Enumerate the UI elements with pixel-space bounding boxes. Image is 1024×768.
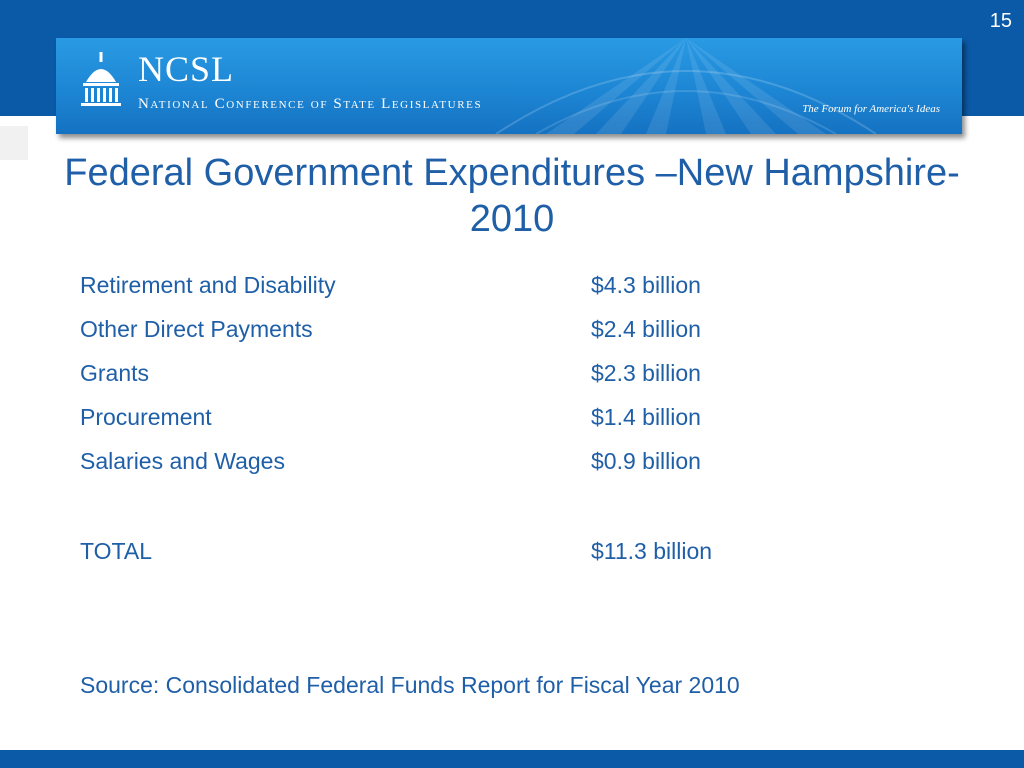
item-value: $2.4 billion [591,316,701,342]
list-item [80,272,960,316]
slide-title: Federal Government Expenditures –New Hampshire-2010 [64,152,960,240]
ncsl-banner [56,38,962,134]
item-value: $4.3 billion [591,272,701,298]
total-label: TOTAL [80,538,152,564]
list-item [80,404,960,448]
item-label: Grants [80,360,150,386]
list-item [80,448,960,492]
item-value: $0.9 billion [591,448,701,474]
capitol-dome-icon [78,50,124,110]
tagline: The Forum for America's Ideas [802,103,940,115]
total-row [80,538,960,582]
ncsl-logo-text: NCSL [138,49,235,89]
organization-name: National Conference of State Legislatures [138,96,483,112]
dome-rays-graphic [476,38,896,134]
list-item [80,360,960,404]
item-label: Procurement [80,404,212,430]
item-value: $2.3 billion [591,360,701,386]
slide-number: 15 [989,10,1012,32]
source-note: Source: Consolidated Federal Funds Report for Fiscal Year 2010 [80,672,740,698]
total-value: $11.3 billion [591,538,713,564]
item-value: $1.4 billion [591,404,701,430]
side-tab [0,126,28,160]
list-item [80,316,960,360]
expenditure-list [80,272,960,492]
item-label: Other Direct Payments [80,316,313,342]
footer-band [0,750,1024,768]
item-label: Retirement and Disability [80,272,336,298]
item-label: Salaries and Wages [80,448,285,474]
